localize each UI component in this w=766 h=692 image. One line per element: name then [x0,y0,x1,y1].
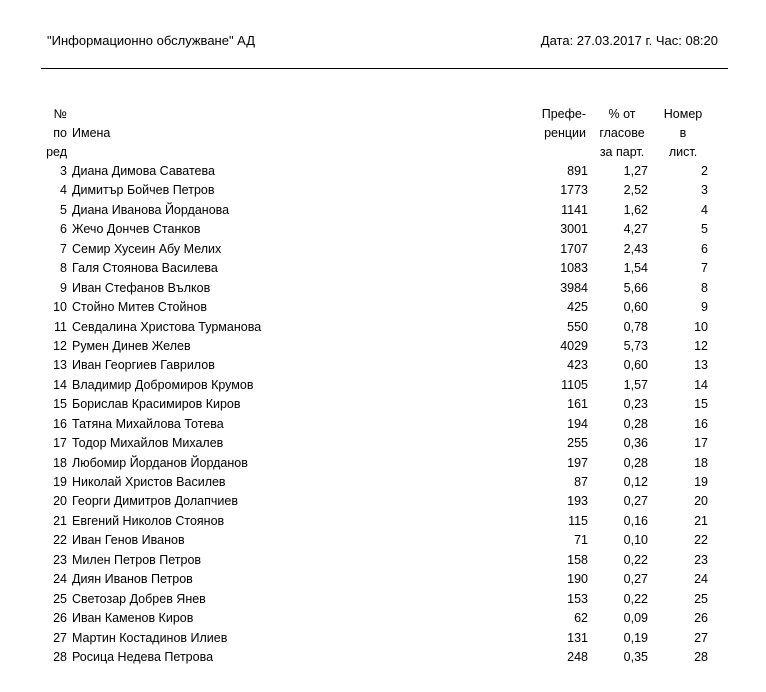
list-number: 5 [701,222,708,237]
table-row [0,609,766,628]
row-number: 22 [53,533,67,548]
candidate-name: Николай Христов Василев [72,475,226,489]
column-header-percent: % от гласове за парт. [599,107,645,159]
list-number: 6 [701,241,708,256]
preference-count: 1141 [561,202,588,217]
candidate-name: Мартин Костадинов Илиев [72,630,228,645]
list-number: 24 [694,572,708,587]
row-number: 25 [53,591,67,606]
candidate-name: Борислав Красимиров Киров [72,397,241,412]
vote-percent: 0,35 [623,649,648,664]
vote-percent: 0,16 [623,513,648,528]
list-number: 10 [694,319,708,334]
vote-percent: 0,22 [623,591,648,606]
candidate-name: Владимир Добромиров Крумов [72,377,254,392]
candidate-name: Иван Георгиев Гаврилов [72,358,215,373]
preference-count: 87 [574,475,588,489]
table-row [0,201,766,220]
row-number: 3 [60,164,67,178]
table-row [0,279,766,298]
row-number: 10 [53,300,67,315]
row-number: 7 [60,241,67,256]
preference-count: 194 [567,416,588,431]
row-number: 9 [60,280,67,295]
column-header-preferences: Префе- ренции [541,107,586,140]
list-number: 13 [694,358,708,373]
table-row [0,395,766,414]
list-number: 17 [694,436,708,451]
vote-percent: 0,78 [623,319,648,334]
candidate-name: Диян Иванов Петров [72,572,193,587]
row-number: 4 [60,183,67,198]
table-row [0,434,766,453]
candidate-name: Диана Иванова Йорданова [72,202,230,217]
table-row [0,337,766,356]
candidate-name: Стойно Митев Стойнов [72,300,207,315]
vote-percent: 4,27 [623,222,648,237]
table-row [0,473,766,492]
row-number: 23 [53,552,67,567]
list-number: 12 [694,338,708,353]
list-number: 8 [701,280,708,295]
vote-percent: 2,43 [623,241,648,256]
table-row [0,162,766,181]
table-row [0,454,766,473]
vote-percent: 0,09 [623,611,648,626]
candidate-name: Евгений Николов Стоянов [72,513,225,528]
preference-count: 423 [567,358,588,373]
preference-count: 550 [567,319,588,334]
candidate-name: Росица Недева Петрова [72,649,214,664]
list-number: 21 [694,513,708,528]
list-number: 23 [694,552,708,567]
row-number: 18 [53,455,67,470]
preference-count: 1707 [560,241,588,256]
row-number: 28 [53,649,67,664]
candidate-name: Любомир Йорданов Йорданов [72,455,248,470]
list-number: 15 [694,397,708,412]
preference-count: 1773 [560,183,588,198]
company-name: "Информационно обслужване" АД [47,33,256,48]
candidate-name: Светозар Добрев Янев [72,591,206,606]
report-datetime: Дата: 27.03.2017 г. Час: 08:20 [540,33,718,48]
vote-percent: 0,60 [623,300,648,315]
row-number: 12 [53,338,67,353]
row-number: 27 [53,630,67,645]
preference-count: 1105 [561,377,588,392]
preference-count: 891 [567,164,588,178]
row-number: 15 [53,397,67,412]
table-row [0,415,766,434]
vote-percent: 0,28 [623,416,648,431]
row-number: 13 [53,358,67,373]
table-row [0,590,766,609]
candidate-name: Иван Каменов Киров [72,611,194,626]
vote-percent: 0,19 [623,630,648,645]
vote-percent: 5,73 [623,338,648,353]
table-row [0,376,766,395]
candidate-table [0,162,766,667]
list-number: 2 [701,164,708,178]
vote-percent: 0,10 [623,533,648,548]
table-row [0,240,766,259]
table-row [0,551,766,570]
preference-count: 62 [574,611,588,626]
table-row [0,531,766,550]
table-row [0,629,766,648]
list-number: 28 [694,649,708,664]
list-number: 25 [694,591,708,606]
preference-count: 4029 [560,338,588,353]
candidate-name: Диана Димова Саватева [72,164,215,178]
row-number: 11 [54,319,67,334]
list-number: 19 [694,475,708,489]
list-number: 20 [694,494,708,509]
preference-count: 131 [567,630,588,645]
table-row [0,298,766,317]
table-row [0,259,766,278]
candidate-name: Севдалина Христова Турманова [72,319,262,334]
list-number: 9 [701,300,708,315]
row-number: 19 [53,475,67,489]
preference-count: 425 [567,300,588,315]
preference-count: 3984 [560,280,588,295]
table-row [0,570,766,589]
preference-count: 190 [567,572,588,587]
preference-count: 71 [574,533,588,548]
table-row [0,318,766,337]
vote-percent: 0,60 [623,358,648,373]
candidate-name: Димитър Бойчев Петров [72,183,215,198]
table-row [0,648,766,667]
preference-count: 255 [567,436,588,451]
preference-count: 193 [567,494,588,509]
row-number: 6 [60,222,67,237]
list-number: 22 [694,533,708,548]
preference-count: 161 [567,397,588,412]
list-number: 27 [694,630,708,645]
vote-percent: 2,52 [623,183,648,198]
row-number: 24 [53,572,67,587]
row-number: 17 [53,436,67,451]
column-header-list-number: Номер в лист. [663,107,703,159]
vote-percent: 1,62 [623,202,648,217]
row-number: 21 [53,513,67,528]
column-header-number: № по ред [46,107,67,159]
vote-percent: 0,28 [623,455,648,470]
preference-count: 158 [567,552,588,567]
candidate-name: Иван Стефанов Вълков [72,280,211,295]
preference-count: 115 [568,513,588,528]
candidate-name: Георги Димитров Долапчиев [72,494,238,509]
preference-count: 3001 [560,222,588,237]
row-number: 16 [53,416,67,431]
vote-percent: 0,23 [623,397,648,412]
list-number: 14 [694,377,708,392]
row-number: 8 [60,261,67,276]
preference-count: 248 [567,649,588,664]
row-number: 26 [53,611,67,626]
list-number: 16 [694,416,708,431]
list-number: 3 [701,183,708,198]
candidate-name: Румен Динев Желев [72,338,191,353]
candidate-name: Милен Петров Петров [72,552,202,567]
vote-percent: 1,27 [623,164,648,178]
vote-percent: 0,36 [623,436,648,451]
table-row [0,220,766,239]
list-number: 4 [701,202,708,217]
row-number: 14 [53,377,67,392]
list-number: 18 [694,455,708,470]
row-number: 5 [60,202,67,217]
preference-count: 1083 [560,261,588,276]
vote-percent: 0,27 [623,572,648,587]
list-number: 7 [701,261,708,276]
column-header-names: Имена [72,126,111,140]
vote-percent: 0,12 [623,475,648,489]
candidate-name: Татяна Михайлова Тотева [72,416,224,431]
vote-percent: 0,27 [623,494,648,509]
table-row [0,356,766,375]
table-row [0,512,766,531]
vote-percent: 1,57 [623,377,648,392]
vote-percent: 5,66 [623,280,648,295]
vote-percent: 0,22 [623,552,648,567]
table-row [0,181,766,200]
candidate-name: Жечо Дончев Станков [72,222,201,237]
candidate-name: Иван Генов Иванов [72,533,185,548]
vote-percent: 1,54 [623,261,648,276]
header-divider [41,68,728,69]
list-number: 26 [694,611,708,626]
preference-count: 153 [567,591,588,606]
candidate-name: Тодор Михайлов Михалев [72,436,224,451]
preference-count: 197 [567,455,588,470]
candidate-name: Семир Хусеин Абу Мелих [72,241,222,256]
row-number: 20 [53,494,67,509]
table-row [0,492,766,511]
candidate-name: Галя Стоянова Василева [72,261,218,276]
